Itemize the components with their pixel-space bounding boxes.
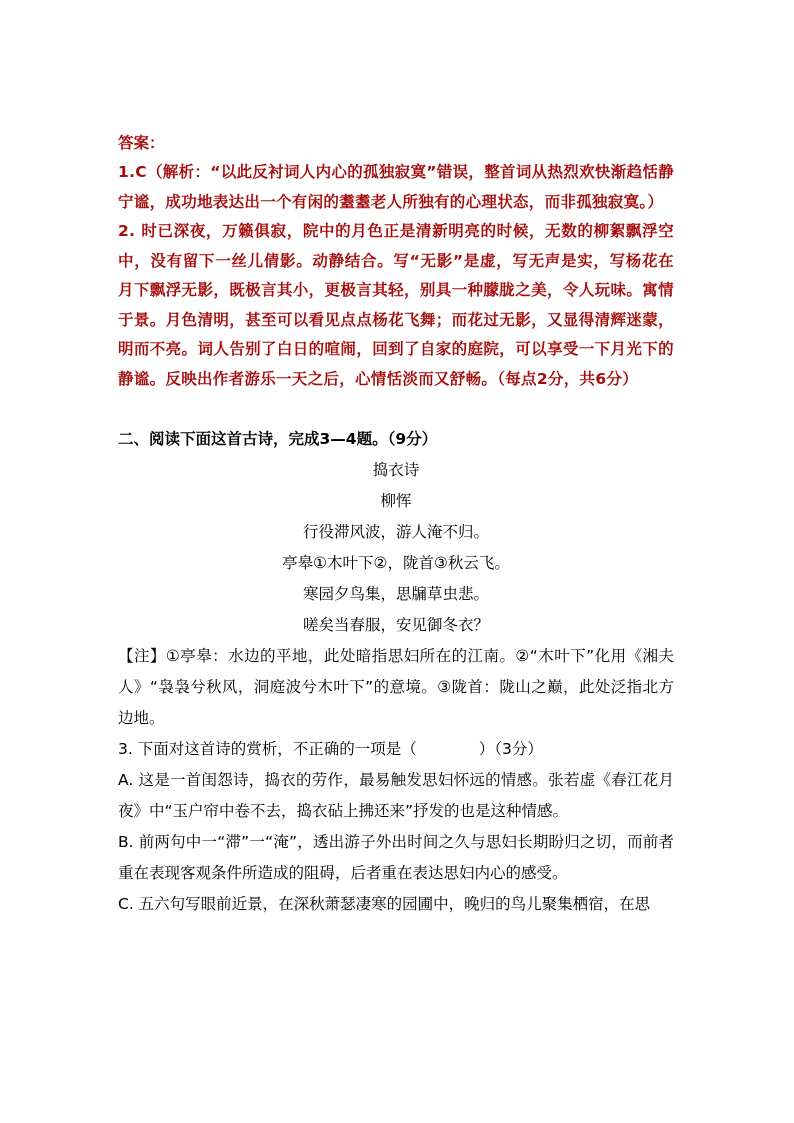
blank-line — [118, 394, 674, 424]
question-3: 3. 下面对这首诗的赏析，不正确的一项是（ ）（3分） — [118, 740, 543, 758]
poem-line-3: 寒园夕鸟集，思牖草虫悲。 — [302, 585, 489, 603]
answer-label: 答案： — [118, 134, 165, 152]
poem-line-2: 亭皋①木叶下②，陇首③秋云飞。 — [282, 554, 510, 572]
poem-line-1: 行役滞风波，游人淹不归。 — [302, 523, 489, 541]
answer-1: 1.C（解析：“以此反衬词人内心的孤独寂寞”错误，整首词从热烈欢快渐趋恬静宁谧，成功地表达出一个有闲的耋耋老人所独有的心理状态，而非孤独寂寞。） — [118, 163, 674, 211]
option-b: B. 前两句中一“滞”一“淹”，透出游子外出时间之久与思妇长期盼归之切，而前者重在表现客观条件所造成的阻碍，后者重在表达思妇内心的感受。 — [118, 833, 674, 882]
option-c: C. 五六句写眼前近景，在深秋萧瑟凄寒的园圃中，晚归的鸟儿聚集栖宿，在思 — [118, 895, 651, 913]
poem-title: 捣衣诗 — [372, 461, 420, 479]
document-content — [118, 128, 674, 920]
answer-2: 2. 时已深夜，万籁俱寂，院中的月色正是清新明亮的时候，无数的柳絮飘浮空中，没有留下一丝儿倩影。动静结合。写“无影”是虚，写无声是实，写杨花在月下飘浮无影，既极言其小，更极言其轻，别具一种朦胧之美，令人玩味。寓情于景。月色清明，甚至可以看见点点杨花飞舞；而花过无影，又显得清辉迷蒙，明而不亮。词人告别了白日的喧闹，回到了自家的庭院，可以享受一下月光下的静谧。反映出作者游乐一天之后，心情恬淡而又舒畅。（每点2分，共6分） — [118, 222, 674, 388]
poem-note: 【注】①亭皋：水边的平地，此处暗指思妇所在的江南。②“木叶下”化用《湘夫人》“袅袅兮秋风，洞庭波兮木叶下”的意境。③陇首：陇山之巅，此处泛指北方边地。 — [118, 647, 674, 727]
poem-line-4: 嗟矣当春服，安见御冬衣？ — [302, 616, 489, 634]
poem-author: 柳恽 — [380, 492, 412, 510]
option-a: A. 这是一首闺怨诗，捣衣的劳作，最易触发思妇怀远的情感。张若虚《春江花月夜》中“玉户帘中卷不去，捣衣砧上拂还来”抒发的也是这种情感。 — [118, 771, 674, 820]
section-title: 二、阅读下面这首古诗，完成3—4题。（9分） — [118, 430, 438, 448]
